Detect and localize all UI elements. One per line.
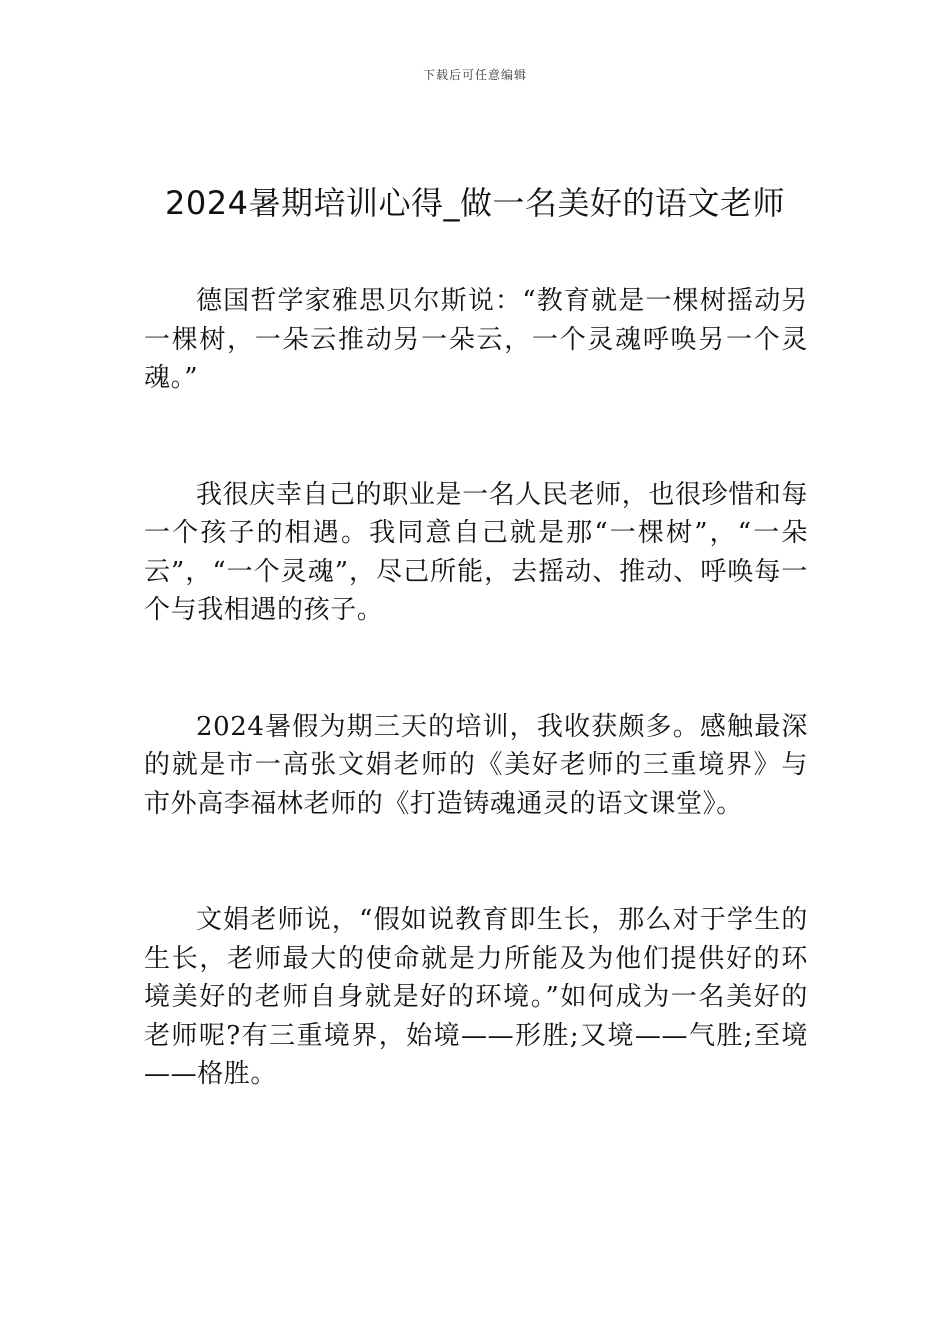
paragraph-training: 2024暑假为期三天的培训，我收获颇多。感触最深的就是市一高张文娟老师的《美好老师的三重境界》与市外高李福林老师的《打造铸魂通灵的语文课堂》。	[144, 711, 808, 819]
document-title: 2024暑期培训心得_做一名美好的语文老师	[165, 184, 785, 222]
page-header-note: 下载后可任意编辑	[422, 68, 527, 82]
paragraph-three-realms: 文娟老师说，“假如说教育即生长，那么对于学生的生长，老师最大的使命就是力所能及为他们提供好的环境美好的老师自身就是好的环境。”如何成为一名美好的老师呢?有三重境界，始境——形胜;又境——气胜;至境——格胜。	[144, 905, 808, 1089]
paragraph-profession: 我很庆幸自己的职业是一名人民老师，也很珍惜和每一个孩子的相遇。我同意自己就是那“一棵树”，“一朵云”，“一个灵魂”，尽己所能，去摇动、推动、呼唤每一个与我相遇的孩子。	[144, 479, 808, 625]
paragraph-quote: 德国哲学家雅思贝尔斯说：“教育就是一棵树摇动另一棵树，一朵云推动另一朵云，一个灵魂呼唤另一个灵魂。”	[144, 286, 808, 393]
document-body	[144, 282, 808, 1172]
